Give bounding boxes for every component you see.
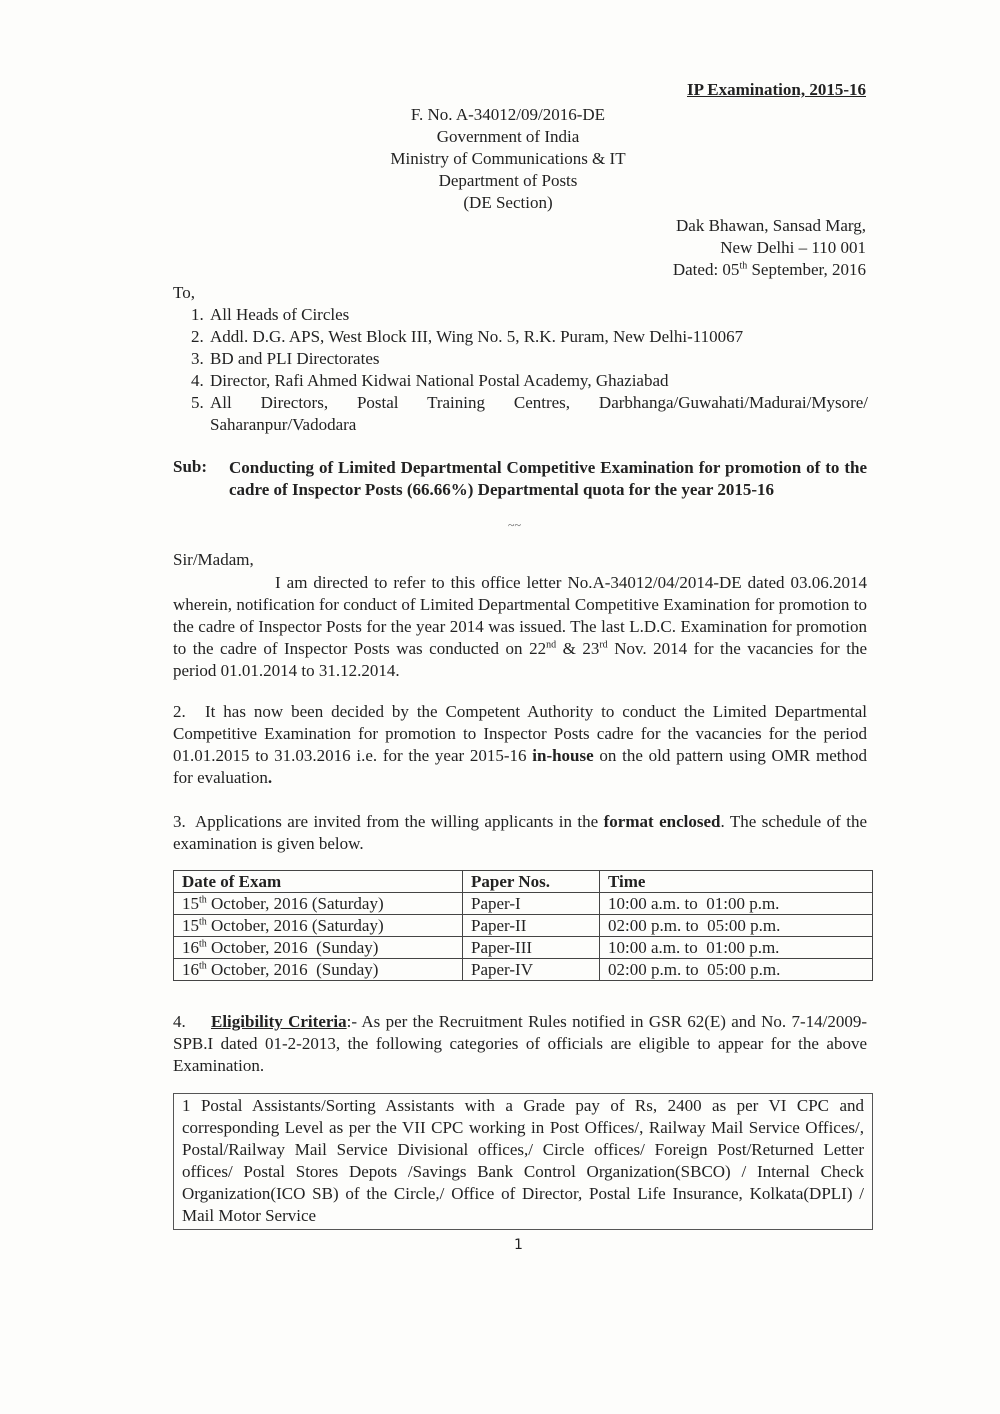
table-row: 16th October, 2016 (Sunday) Paper-III 10:00 a.m. to 01:00 p.m. (174, 937, 873, 959)
page-number: 1 (514, 1237, 523, 1253)
file-number: F. No. A-34012/09/2016-DE (410, 105, 606, 124)
department: Department of Posts (438, 171, 578, 190)
exam-schedule-table (173, 870, 873, 981)
table-row: 15th October, 2016 (Saturday) Paper-I 10:00 a.m. to 01:00 p.m. (174, 893, 873, 915)
subject-label: Sub: (173, 457, 208, 476)
subject-text: Conducting of Limited Departmental Competitive Examination for promotion of to the cadre of Inspector Posts (66.66%) Departmental quota for the year 2015-16 (229, 458, 867, 499)
subject-divider: ~~ (508, 518, 521, 532)
letterhead (308, 104, 708, 214)
ministry: Ministry of Communications & IT (390, 149, 626, 168)
list-item: 5. All Directors, Postal Training Centres, Darbhanga/Guwahati/Madurai/Mysore/ Saharanpur/Vadodara (191, 393, 868, 434)
table-row: 16th October, 2016 (Sunday) Paper-IV 02:00 p.m. to 05:00 p.m. (174, 959, 873, 981)
paragraph-2: 2. It has now been decided by the Competent Authority to conduct the Limited Departmental Competitive Examination for promotion to Inspector Posts cadre for the vacancies for the period 01.01.2015 to 31.03.2016 i.e. for the year 2015-16 in-house on the old pattern using OMR method for evaluation. (173, 702, 867, 787)
dated: Dated: 05th September, 2016 (672, 260, 866, 279)
exam-title: IP Examination, 2015-16 (687, 80, 866, 99)
address-block (673, 215, 866, 281)
address-line: New Delhi – 110 001 (720, 238, 866, 257)
list-item: 2. Addl. D.G. APS, West Block III, Wing No. 5, R.K. Puram, New Delhi-110067 (191, 327, 744, 346)
table-row: 15th October, 2016 (Saturday) Paper-II 02:00 p.m. to 05:00 p.m. (174, 915, 873, 937)
address-line: Dak Bhawan, Sansad Marg, (676, 216, 866, 235)
paragraph-3: 3. Applications are invited from the willing applicants in the format enclosed. The schedule of the examination is given below. (173, 812, 868, 853)
recipient-list (191, 304, 868, 436)
government: Government of India (436, 127, 580, 146)
to-label: To, (173, 283, 195, 302)
salutation: Sir/Madam, (173, 550, 254, 569)
paragraph-1: I am directed to refer to this office letter No.A-34012/04/2014-DE dated 03.06.2014 wherein, notification for conduct of Limited Departmental Competitive Examination for promotion to the cadre of Inspector Posts for the year 2014 was issued. The last L.D.C. Examination for promotion to the cadre of Inspector Posts was conducted on 22nd & 23rd Nov. 2014 for the vacancies for the period 01.01.2014 to 31.12.2014. (173, 573, 867, 680)
list-item: 4. Director, Rafi Ahmed Kidwai National Postal Academy, Ghaziabad (191, 371, 669, 390)
table-header: Date of Exam Paper Nos. Time (174, 871, 873, 893)
paragraph-4: 4. Eligibility Criteria:- As per the Recruitment Rules notified in GSR 62(E) and No. 7-14/2009-SPB.I dated 01-2-2013, the following categories of officials are eligible to appear for the above Examination. (173, 1012, 867, 1075)
section: (DE Section) (463, 193, 553, 212)
list-item: 3. BD and PLI Directorates (191, 349, 380, 368)
eligibility-box: 1 Postal Assistants/Sorting Assistants with a Grade pay of Rs, 2400 as per VI CPC and corresponding Level as per the VII CPC working in Post Offices/, Railway Mail Service Offices/, Postal/Railway Mail Service Divisional offices,/ Circle offices/ Foreign Post/Returned Letter offices/ Postal Stores Depots /Savings Bank Control Organization(SBCO) / Internal Check Organization(ICO SB) of the Circle,/ Office of Director, Postal Life Insurance, Kolkata(DPLI) / Mail Motor Service (173, 1093, 873, 1230)
list-item: 1. All Heads of Circles (191, 305, 350, 324)
